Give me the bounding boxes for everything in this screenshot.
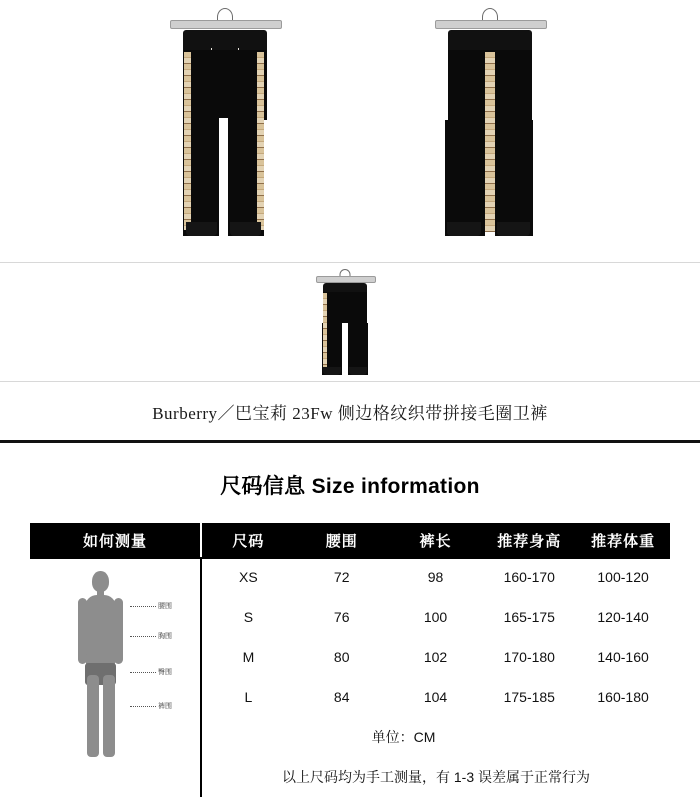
unit-note: 单位：CM [371, 729, 436, 745]
col-how-to-measure: 如何测量 [30, 523, 201, 557]
col-weight: 推荐体重 [576, 523, 670, 557]
label-hip: 臀围 [130, 667, 172, 677]
size-table-header-row [30, 523, 670, 557]
crotch-gap [219, 118, 228, 236]
cell-weight-xs: 100-120 [597, 569, 649, 585]
cell-waist-l: 84 [333, 689, 350, 705]
check-trim-stripe-3 [323, 293, 327, 371]
cell-length-xs: 98 [427, 569, 444, 585]
product-photo-row [0, 0, 700, 262]
left-cuff-3 [323, 367, 341, 375]
mannequin-illustration [74, 571, 128, 757]
hanger-icon-3 [316, 269, 374, 282]
cell-weight-m: 140-160 [597, 649, 649, 665]
left-cuff-2 [447, 222, 481, 236]
cell-length-m: 102 [423, 649, 448, 665]
label-chest: 胸围 [130, 631, 172, 641]
col-height: 推荐身高 [482, 523, 576, 557]
right-cuff [230, 222, 261, 236]
label-waist: 腰围 [130, 601, 172, 611]
pants-right-leg-2 [495, 120, 533, 236]
check-trim-stripe-right [257, 52, 264, 230]
hanger-icon-2 [435, 8, 545, 30]
cell-size-xs: XS [239, 569, 258, 585]
mannequin-left-leg [87, 675, 99, 757]
pants-left-leg-2 [445, 120, 485, 236]
cell-height-s: 165-175 [503, 609, 555, 625]
pants-body [183, 50, 267, 120]
hanger-icon [170, 8, 280, 30]
cell-waist-m: 80 [333, 649, 350, 665]
check-trim-stripe [184, 52, 191, 230]
product-title-band [0, 381, 700, 440]
cell-height-m: 170-180 [503, 649, 555, 665]
label-thigh: 裤围 [130, 701, 172, 711]
page-title: Burberry／巴宝莉 23Fw 侧边格纹织带拼接毛圈卫裤 [152, 403, 548, 423]
pants-waistband-2 [448, 30, 532, 52]
col-size: 尺码 [201, 523, 295, 557]
crotch-gap-3 [342, 323, 348, 375]
cell-height-l: 175-185 [503, 689, 555, 705]
col-length: 裤长 [389, 523, 483, 557]
cell-size-s: S [243, 609, 254, 625]
pants-body-3 [323, 292, 367, 324]
product-photo-front[interactable] [120, 0, 330, 262]
mannequin-right-arm [114, 598, 123, 664]
product-photo-row-2 [0, 262, 700, 381]
cell-length-l: 104 [423, 689, 448, 705]
cell-waist-xs: 72 [333, 569, 350, 585]
cell-height-xs: 160-170 [503, 569, 555, 585]
cell-length-s: 100 [423, 609, 448, 625]
left-cuff [186, 222, 217, 236]
header-underline [30, 557, 670, 559]
size-table-body [30, 557, 670, 797]
product-photo-thumbnail[interactable] [290, 267, 400, 377]
size-footnote: 以上尺码均为手工测量，有 1-3 误差属于正常行为 [281, 769, 590, 785]
product-photo-side[interactable] [385, 0, 595, 262]
cell-weight-l: 160-180 [597, 689, 649, 705]
cell-size-m: M [242, 649, 255, 665]
size-section-heading: 尺码信息 Size information [220, 475, 480, 498]
col-waist: 腰围 [295, 523, 389, 557]
table-row [30, 557, 670, 597]
cell-waist-s: 76 [333, 609, 350, 625]
mannequin-right-leg [103, 675, 115, 757]
size-table [30, 523, 670, 797]
measurement-figure [30, 557, 198, 767]
check-trim-stripe-2 [485, 52, 495, 232]
cell-size-l: L [244, 689, 253, 705]
cell-weight-s: 120-140 [597, 609, 649, 625]
right-cuff-3 [349, 367, 367, 375]
right-cuff-2 [497, 222, 530, 236]
measurement-figure-cell [30, 557, 201, 797]
mannequin-head [92, 571, 109, 592]
size-table-wrapper [30, 523, 670, 797]
size-table-head [30, 523, 670, 557]
mannequin-torso [85, 595, 116, 655]
